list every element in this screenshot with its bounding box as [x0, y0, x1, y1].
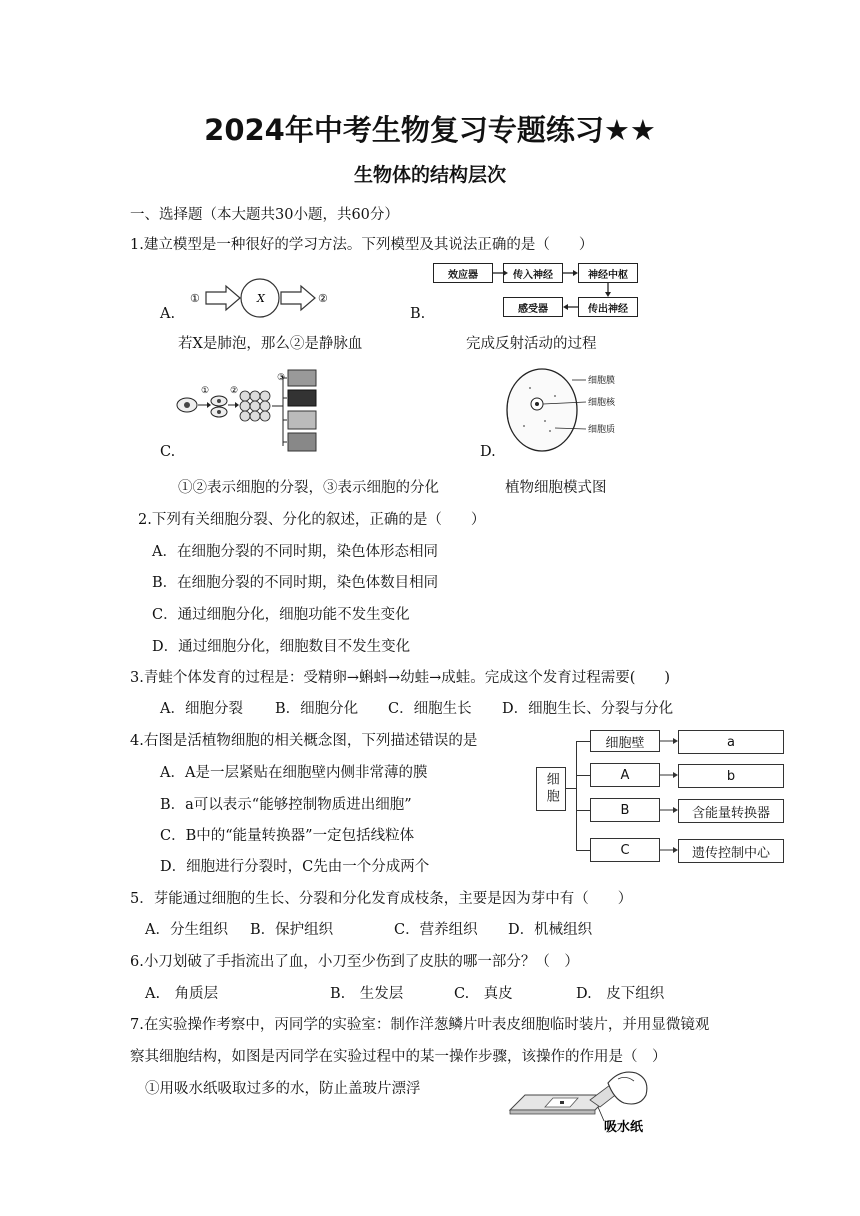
q5-option-a: A．分生组织 — [145, 922, 228, 938]
q1-c-letter: C. — [160, 444, 176, 460]
concept-branch-2 — [576, 775, 590, 776]
reflex-arrows — [430, 258, 650, 324]
q6-option-b: B. 生发层 — [330, 986, 404, 1002]
fig-a-label-1: ① — [190, 292, 200, 305]
q1-a-letter: A. — [160, 306, 176, 322]
fig-a-label-2: ② — [318, 292, 328, 305]
concept-branch-1 — [576, 741, 590, 742]
q5-option-d: D．机械组织 — [508, 922, 593, 938]
fig-d-label-membrane: 细胞膜 — [588, 376, 616, 386]
q5-option-c: C．营养组织 — [394, 922, 478, 938]
q5-option-b: B．保护组织 — [250, 922, 334, 938]
arrow-out-icon — [281, 286, 315, 310]
q4-stem: 4.右图是活植物细胞的相关概念图，下列描述错误的是 — [130, 733, 478, 749]
concept-branch-3 — [576, 810, 590, 811]
reflex-box-afferent: 传入神经 — [503, 263, 563, 283]
concept-arrows — [660, 728, 680, 868]
q4-option-a: A．A是一层紧贴在细胞壁内侧非常薄的膜 — [160, 765, 428, 781]
fig-d-label-cytoplasm: 细胞质 — [588, 425, 616, 435]
cell-division-figure — [175, 368, 325, 452]
concept-connector — [566, 788, 576, 789]
page-subtitle: 生物体的结构层次 — [353, 164, 506, 186]
q7-stem-line1: 7.在实验操作考察中，丙同学的实验室：制作洋葱鳞片叶表皮细胞临时装片，并用显微镜观 — [130, 1017, 710, 1033]
q1-d-caption: 植物细胞模式图 — [505, 480, 607, 496]
q3-option-c: C．细胞生长 — [388, 701, 472, 717]
cell-outline — [507, 369, 577, 451]
concept-node-b: B — [590, 798, 660, 822]
alveolus-model-figure — [188, 270, 338, 326]
q2-option-b: B．在细胞分裂的不同时期，染色体数目相同 — [152, 575, 439, 591]
q1-c-caption: ①②表示细胞的分裂，③表示细胞的分化 — [178, 480, 439, 496]
q1-b-caption: 完成反射活动的过程 — [466, 336, 597, 352]
page-title: 2024年中考生物复习专题练习★★ — [204, 113, 656, 147]
concept-result-b: b — [678, 764, 784, 788]
q6-option-c: C. 真皮 — [454, 986, 513, 1002]
q3-option-d: D．细胞生长、分裂与分化 — [502, 701, 674, 717]
q6-option-d: D. 皮下组织 — [576, 986, 665, 1002]
reflex-box-receptor: 感受器 — [503, 297, 563, 317]
fig-c-label-3: ③ — [277, 373, 286, 383]
q1-d-letter: D. — [480, 444, 496, 460]
concept-result-genetic: 遗传控制中心 — [678, 839, 784, 863]
concept-result-a: a — [678, 730, 784, 754]
reflex-box-effector: 效应器 — [433, 263, 493, 283]
concept-node-c: C — [590, 838, 660, 862]
q3-stem: 3.青蛙个体发育的过程是：受精卵→蝌蚪→幼蛙→成蛙。完成这个发育过程需要( ) — [130, 670, 671, 686]
q1-a-caption: 若X是肺泡，那么②是静脉血 — [178, 336, 363, 352]
concept-root-cell: 细胞 — [536, 767, 566, 811]
fig-a-label-x: X — [257, 292, 265, 305]
q6-option-a: A. 角质层 — [145, 986, 219, 1002]
q2-stem: 2.下列有关细胞分裂、分化的叙述，正确的是（ ） — [138, 512, 486, 528]
q7-stem-line2: 察其细胞结构，如图是丙同学在实验过程中的某一操作步骤，该操作的作用是（ ） — [130, 1049, 667, 1065]
arrow-in-icon — [206, 286, 240, 310]
q4-option-b: B．a可以表示“能够控制物质进出细胞” — [160, 797, 412, 813]
fig-c-label-1: ① — [201, 386, 210, 396]
hand-icon — [608, 1072, 647, 1104]
cell-model-figure — [500, 366, 630, 454]
absorbent-paper-figure — [500, 1065, 660, 1137]
concept-trunk — [576, 741, 577, 851]
fig-label-absorbent-paper: 吸水纸 — [604, 1120, 644, 1135]
fig-d-label-nucleus: 细胞核 — [588, 398, 616, 408]
q3-option-b: B．细胞分化 — [275, 701, 359, 717]
reflex-box-center: 神经中枢 — [578, 263, 638, 283]
q5-stem: 5．芽能通过细胞的生长、分裂和分化发育成枝条，主要是因为芽中有（ ） — [130, 891, 633, 907]
concept-node-cell-wall: 细胞壁 — [590, 730, 660, 752]
q6-stem: 6.小刀划破了手指流出了血，小刀至少伤到了皮肤的哪一部分？（ ） — [130, 954, 579, 970]
q2-option-d: D．通过细胞分化，细胞数目不发生变化 — [152, 639, 411, 655]
section-heading: 一、选择题（本大题共30小题，共60分） — [130, 207, 399, 223]
q7-statement-1: ①用吸水纸吸取过多的水，防止盖玻片漂浮 — [145, 1081, 421, 1097]
fig-c-label-2: ② — [230, 386, 239, 396]
q4-option-c: C．B中的“能量转换器”一定包括线粒体 — [160, 828, 415, 844]
q4-option-d: D．细胞进行分裂时，C先由一个分成两个 — [160, 859, 430, 875]
concept-result-energy: 含能量转换器 — [678, 799, 784, 823]
q1-stem: 1.建立模型是一种很好的学习方法。下列模型及其说法正确的是（ ） — [130, 237, 594, 253]
q2-option-c: C．通过细胞分化，细胞功能不发生变化 — [152, 607, 410, 623]
concept-branch-4 — [576, 850, 590, 851]
q1-b-letter: B. — [410, 306, 426, 322]
reflex-box-efferent: 传出神经 — [578, 297, 638, 317]
q2-option-a: A．在细胞分裂的不同时期，染色体形态相同 — [152, 544, 438, 560]
q3-option-a: A．细胞分裂 — [160, 701, 243, 717]
concept-node-a: A — [590, 763, 660, 787]
